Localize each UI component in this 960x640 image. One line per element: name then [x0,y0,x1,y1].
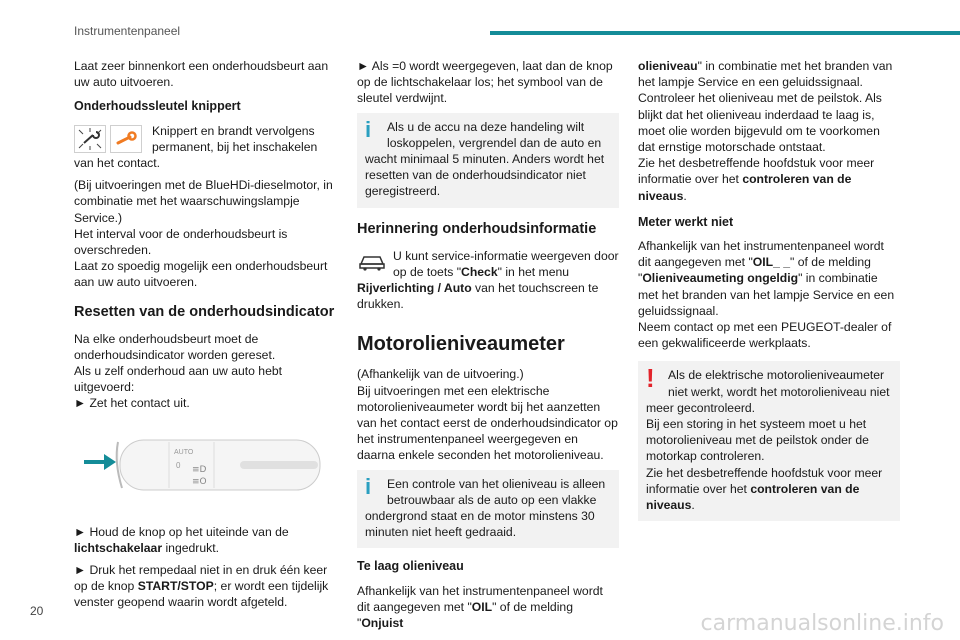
reset-self-service: Als u zelf onderhoud aan uw auto hebt uitgevoerd: [74,364,283,395]
info-note-oil-check: i Een controle van het olieniveau is alleen betrouwbaar als de auto op een vlakke ondergrond staat en de motor minstens 30 minuten niet heeft gedraaid. [357,470,619,549]
column-1 [74,58,336,617]
reset-step-2: ► Houd de knop op het uiteinde van de lichtschakelaar ingedrukt. [74,524,289,555]
low-oil-check-advice: Controleer het olieniveau met de peilstok. Als blijkt dat het olieniveau inderdaad te laag is, moet olie worden bijgevuld om te voorkomen dat ernstige motorschade ontstaat. [638,91,882,155]
reset-intro: Na elke onderhoudsbeurt moet de onderhoudsindicator worden gereset. [74,331,276,362]
warning-note-p2: Bij een storing in het systeem moet u het motorolieniveau met de peilstok onder de motorkap controleren. [646,417,869,464]
warning-exclamation-icon: ! [646,363,655,394]
wrench-icon [110,125,142,153]
reset-step-3: ► Druk het rempedaal niet in en druk één keer op de knop START/STOP; er wordt een tijdelijk venster geopend waarin wordt afgeteld. [74,563,329,610]
info-note-battery: i Als u de accu na deze handeling wilt loskoppelen, vergrendel dan de auto en wacht minimaal 5 minuten. Anders wordt het resetten van de onderhoudsindicator niet geregistreerd. [357,113,619,208]
low-oil-reference: Zie het desbetreffende hoofdstuk voor meer informatie over het controleren van de niveaus. [638,156,875,203]
info-icon: i [365,473,372,499]
warning-note-gauge: ! Als de elektrische motorolieniveaumeter niet werkt, wordt het motorolieniveau niet meer gecontroleerd. Bij een storing in het systeem moet u het motorolieniveau met de peilstok onder de motorkap controleren. Zie het desbetreffende hoofdstuk voor meer informatie over het controleren van de niveaus. [638,361,900,521]
light-switch-illustration [74,422,336,508]
section-heading-gauge-fault: Meter werkt niet [638,214,734,229]
car-icon [357,250,387,276]
arrow-icon [104,454,116,470]
reminder-text: U kunt service-informatie weergeven door op de toets "Check" in het menu Rijverlichting / Auto van het touchscreen te drukken. [357,248,619,312]
reset-step-4: ► Als =0 wordt weergegeven, laat dan de knop op de lichtschakelaar los; het symbool van de sleutel verdwijnt. [357,59,613,106]
oil-gauge-description: Bij uitvoeringen met een elektrische motorolieniveaumeter wordt bij het aanzetten van het contact eerst de onderhoudsindicator op het instrumentenpaneel weergegeven en daarna enkele seconden het motorolieniveau. [357,383,618,463]
oil-gauge-version-note: (Afhankelijk van de uitvoering.) [357,367,524,382]
flashing-wrench-icon [74,125,106,153]
reset-step-1: ► Zet het contact uit. [74,396,190,411]
section-heading-oil-gauge: Motorolieniveaumeter [357,333,565,356]
intro-text: Laat zeer binnenkort een onderhoudsbeurt aan uw auto uitvoeren. [74,59,329,90]
gauge-fault-text: Afhankelijk van het instrumentenpaneel wordt dit aangegeven met "OIL_ _" of de melding "Olieniveaumeting ongeldig" in combinatie met het branden van het lampje Service en een geluidssignaal. [638,239,895,318]
section-heading-low-oil: Te laag olieniveau [357,559,464,574]
gauge-fault-dealer: Neem contact op met een PEUGEOT-dealer of een gekwalificeerde werkplaats. [638,320,892,351]
low-oil-continued: olieniveau" in combinatie met het branden van het lampje Service en een geluidssignaal. [638,59,893,90]
watermark-text: carmanualsonline.info [700,611,944,636]
header-accent-bar [490,31,960,35]
warning-note-p3: Zie het desbetreffende hoofdstuk voor meer informatie over het controleren van de niveaus. [646,465,883,513]
fig-label-zero: 0 [176,460,181,470]
maintenance-key-text: Knippert en brandt vervolgens permanent, bij het inschakelen van het contact. [74,123,318,171]
info-icon: i [365,116,372,142]
fig-label-auto: AUTO [174,448,194,456]
section-heading-reminder: Herinnering onderhoudsinformatie [357,220,597,237]
column-3 [638,58,900,531]
page-number: 20 [30,604,44,618]
section-heading-maintenance-key: Onderhoudssleutel knippert [74,99,241,114]
maintenance-overdue-text: Het interval voor de onderhoudsbeurt is overschreden. [74,226,288,258]
fig-label-fog: ≡O [192,476,207,487]
low-oil-text: Afhankelijk van het instrumentenpaneel wordt dit aangegeven met "OIL" of de melding "Onjuist [357,583,603,631]
maintenance-icons [74,125,146,153]
page-header-title: Instrumentenpaneel [74,24,181,38]
maintenance-bluehdi-note: (Bij uitvoeringen met de BlueHDi-dieselmotor, in combinatie met het waarschuwingslampje Service.) [74,178,333,225]
maintenance-advice-text: Laat zo spoedig mogelijk een onderhoudsbeurt aan uw auto uitvoeren. [74,259,328,290]
section-heading-reset: Resetten van de onderhoudsindicator [74,303,335,320]
column-2 [357,58,619,637]
fig-label-lowbeam: ≡D [192,464,207,475]
